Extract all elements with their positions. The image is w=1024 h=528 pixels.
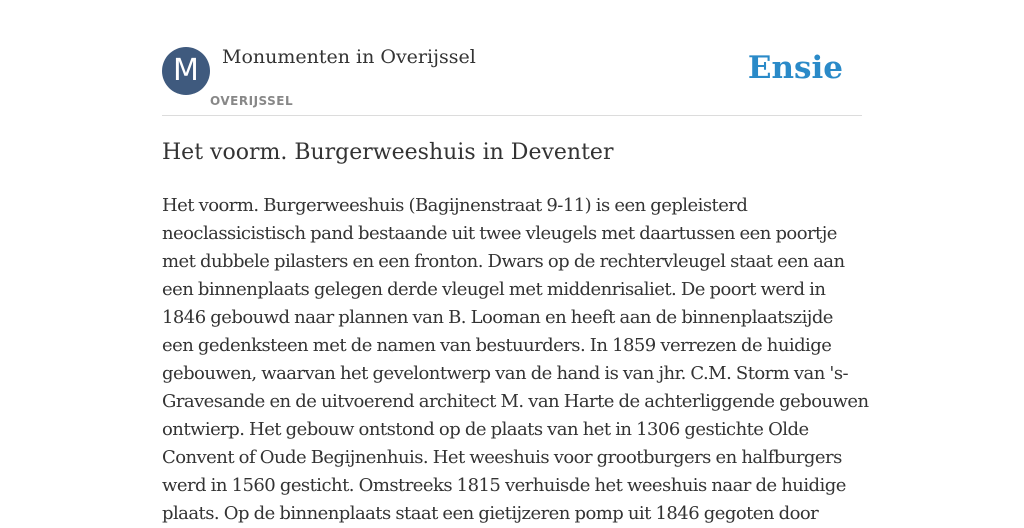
collection-header: [162, 0, 862, 116]
body-line: Het voorm. Burgerweeshuis (Bagijnenstraat 9-11) is een gepleisterd: [162, 195, 748, 216]
collection-title[interactable]: Monumenten in Overijssel: [222, 46, 476, 68]
body-line: 1846 gebouwd naar plannen van B. Looman en heeft aan de binnenplaatszijde: [162, 307, 833, 328]
article-title: Het voorm. Burgerweeshuis in Deventer: [162, 140, 614, 165]
collection-subtitle[interactable]: OVERIJSSEL: [210, 94, 294, 108]
body-line: gebouwen, waarvan het gevelontwerp van de hand is van jhr. C.M. Storm van 's-: [162, 363, 849, 384]
body-line: Convent of Oude Begijnenhuis. Het weeshuis voor grootburgers en halfburgers: [162, 447, 842, 468]
article-card: [162, 0, 869, 524]
body-line: Gravesande en de uitvoerend architect M. van Harte de achterliggende gebouwen: [162, 391, 869, 412]
body-line: met dubbele pilasters en een fronton. Dwars op de rechtervleugel staat een aan: [162, 251, 845, 272]
body-line: plaats. Op de binnenplaats staat een gietijzeren pomp uit 1846 gegoten door: [162, 503, 819, 524]
ensie-logo[interactable]: Ensie: [747, 50, 843, 86]
body-line: werd in 1560 gesticht. Omstreeks 1815 verhuisde het weeshuis naar de huidige: [162, 475, 846, 496]
body-line: een binnenplaats gelegen derde vleugel met middenrisaliet. De poort werd in: [162, 279, 826, 300]
body-line: ontwierp. Het gebouw ontstond op de plaats van het in 1306 gestichte Olde: [162, 419, 809, 440]
avatar[interactable]: M: [162, 47, 210, 95]
article-body: [162, 192, 869, 528]
body-line: een gedenksteen met de namen van bestuurders. In 1859 verrezen de huidige: [162, 335, 832, 356]
body-line: neoclassicistisch pand bestaande uit twee vleugels met daartussen een poortje: [162, 223, 837, 244]
